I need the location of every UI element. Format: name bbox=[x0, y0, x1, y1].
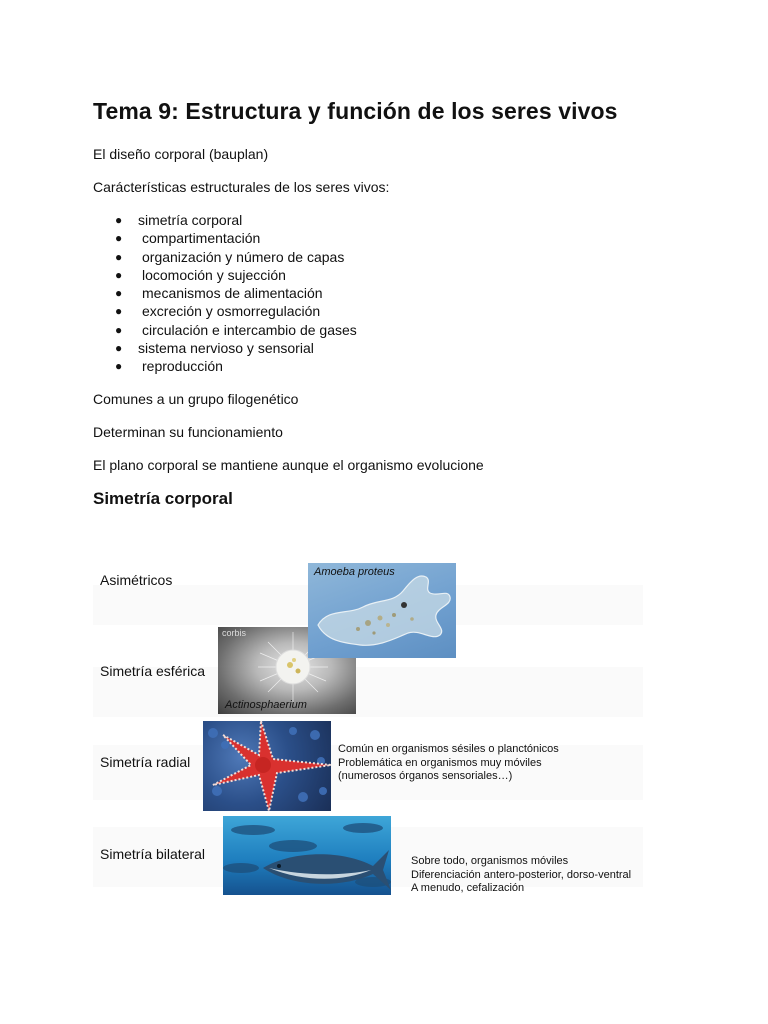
tuna-photo bbox=[223, 816, 391, 895]
row-label-radial: Simetría radial bbox=[100, 754, 191, 770]
bullet-icon: ● bbox=[115, 231, 123, 246]
bullet-icon: ● bbox=[115, 359, 123, 374]
bullet-icon: ● bbox=[115, 249, 123, 264]
section-heading: Simetría corporal bbox=[93, 489, 233, 508]
radial-note: Común en organismos sésiles o planctónicos bbox=[338, 743, 559, 755]
list-item: ● locomoción y sujección bbox=[115, 266, 286, 283]
radial-note: Problemática en organismos muy móviles bbox=[338, 756, 542, 769]
list-item: ● simetría corporal bbox=[115, 212, 243, 228]
list-item: ● excreción y osmorregulación bbox=[115, 303, 321, 320]
amoeba-photo bbox=[308, 563, 456, 658]
bilateral-note: Sobre todo, organismos móviles bbox=[411, 855, 569, 867]
radial-note: (numerosos órganos sensoriales…) bbox=[338, 770, 513, 782]
symmetry-figure bbox=[93, 555, 643, 905]
list-item: ● mecanismos de alimentación bbox=[115, 285, 323, 302]
page-title: Tema 9: Estructura y función de los seres vivos bbox=[93, 98, 618, 124]
paragraph-phylogenetic: Comunes a un grupo filogenético bbox=[93, 391, 299, 407]
list-item: ● circulación e intercambio de gases bbox=[115, 321, 357, 338]
list-item: ● compartimentación bbox=[115, 230, 261, 247]
bullet-icon: ● bbox=[115, 286, 123, 301]
bullet-icon: ● bbox=[115, 213, 123, 227]
actinosphaerium-caption: Actinosphaerium bbox=[225, 699, 307, 711]
bullet-icon: ● bbox=[115, 322, 123, 337]
row-label-spherical: Simetría esférica bbox=[100, 663, 206, 679]
row-label-bilateral: Simetría bilateral bbox=[100, 846, 206, 862]
photo-watermark: corbis bbox=[222, 628, 247, 638]
tuna-illustration bbox=[223, 816, 391, 895]
characteristics-heading: Carácterísticas estructurales de los seres vivos: bbox=[93, 179, 390, 195]
starfish-illustration bbox=[203, 721, 331, 811]
intro-text: El diseño corporal (bauplan) bbox=[93, 146, 269, 162]
radial-notes bbox=[338, 743, 559, 784]
bilateral-note: A menudo, cefalización bbox=[411, 882, 525, 894]
row-label-asymmetric: Asimétricos bbox=[100, 572, 173, 588]
bullet-icon: ● bbox=[115, 267, 123, 282]
list-item: ● sistema nervioso y sensorial bbox=[115, 340, 314, 357]
paragraph-function: Determinan su funcionamiento bbox=[93, 424, 283, 440]
amoeba-caption: Amoeba proteus bbox=[314, 566, 395, 578]
paragraph-evolution: El plano corporal se mantiene aunque el organismo evolucione bbox=[93, 457, 484, 473]
characteristics-list bbox=[93, 211, 357, 376]
bilateral-note: Diferenciación antero-posterior, dorso-ventral bbox=[411, 868, 632, 881]
bilateral-notes bbox=[411, 855, 631, 896]
bullet-icon: ● bbox=[115, 304, 123, 319]
list-item: ● reproducción bbox=[115, 358, 223, 375]
list-item: ● organización y número de capas bbox=[115, 248, 345, 265]
starfish-photo bbox=[203, 721, 331, 811]
bullet-icon: ● bbox=[115, 341, 123, 356]
